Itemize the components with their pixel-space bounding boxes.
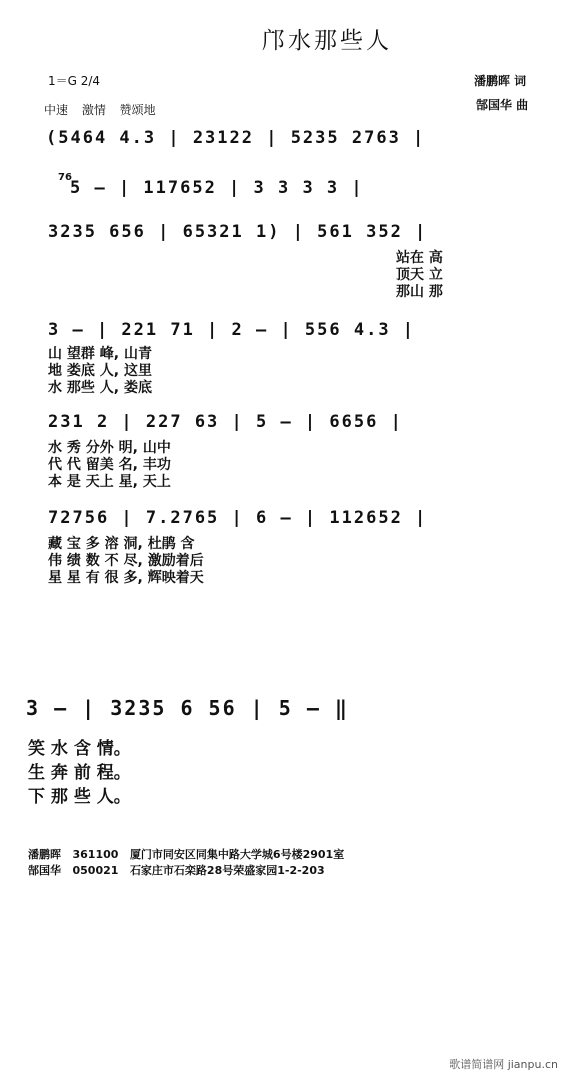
lyric-verse-2: 地 娄底 人, 这里 [48, 363, 152, 379]
notation-row-5: 231 2 | 227 63 | 5 — | 6656 | [48, 412, 403, 432]
lyric-verse-3: 下 那 些 人。 [28, 787, 131, 807]
footer-line-1 [28, 846, 344, 862]
notation-row-3: 3235 656 | 65321 1) | 561 352 | [48, 222, 428, 242]
footer-name: 潘鹏晖 [28, 848, 61, 861]
footer-name: 郜国华 [28, 864, 61, 877]
notation-row-4: 3 — | 221 71 | 2 — | 556 4.3 | [48, 320, 416, 340]
lyric-verse-1: 水 秀 分外 明, 山中 [48, 440, 171, 456]
footer-line-2 [28, 862, 325, 878]
notation-row-1: (5464 4.3 | 23122 | 5235 2763 | [46, 128, 426, 148]
key-signature: 1＝G 2/4 [48, 74, 101, 88]
lyric-verse-2: 代 代 留美 名, 丰功 [48, 457, 171, 473]
lyric-verse-1: 站在 高 [396, 250, 443, 266]
composer-credit: 郜国华 曲 [476, 98, 529, 112]
lyric-verse-3: 星 星 有 很 多, 辉映着天 [48, 570, 204, 586]
lyric-verse-1: 藏 宝 多 溶 洞, 杜鹃 含 [48, 536, 195, 552]
footer-address: 厦门市同安区同集中路大学城6号楼2901室 [129, 848, 345, 861]
lyric-verse-3: 水 那些 人, 娄底 [48, 380, 152, 396]
tempo-marking: 中速 激情 赞颂地 [44, 103, 156, 117]
lyric-verse-1: 笑 水 含 情。 [28, 739, 131, 759]
lyricist-credit: 潘鹏晖 词 [474, 74, 527, 88]
lyric-verse-2: 顶天 立 [396, 267, 443, 283]
lyric-verse-3: 那山 那 [396, 284, 443, 300]
watermark: 歌谱简谱网 jianpu.cn [449, 1058, 558, 1071]
notation-row-7: 3 — | 3235 6 56 | 5 — ‖ [26, 696, 349, 720]
notation-row-6: 72756 | 7.2765 | 6 — | 112652 | [48, 508, 428, 528]
lyric-verse-2: 伟 绩 数 不 尽, 激励着后 [48, 553, 204, 569]
footer-address: 石家庄市石栾路28号荣盛家园1-2-203 [129, 864, 325, 877]
lyric-verse-2: 生 奔 前 程。 [28, 763, 131, 783]
notation-row-2: 5 — | 117652 | 3 3 3 3 | [70, 178, 364, 198]
song-title: 邝水那些人 [262, 28, 392, 54]
lyric-verse-3: 本 是 天上 星, 天上 [48, 474, 171, 490]
footer-zip: 050021 [72, 864, 119, 877]
footer-zip: 361100 [72, 848, 119, 861]
lyric-verse-1: 山 望群 峰, 山青 [48, 346, 152, 362]
grace-note: 76 [58, 172, 72, 183]
